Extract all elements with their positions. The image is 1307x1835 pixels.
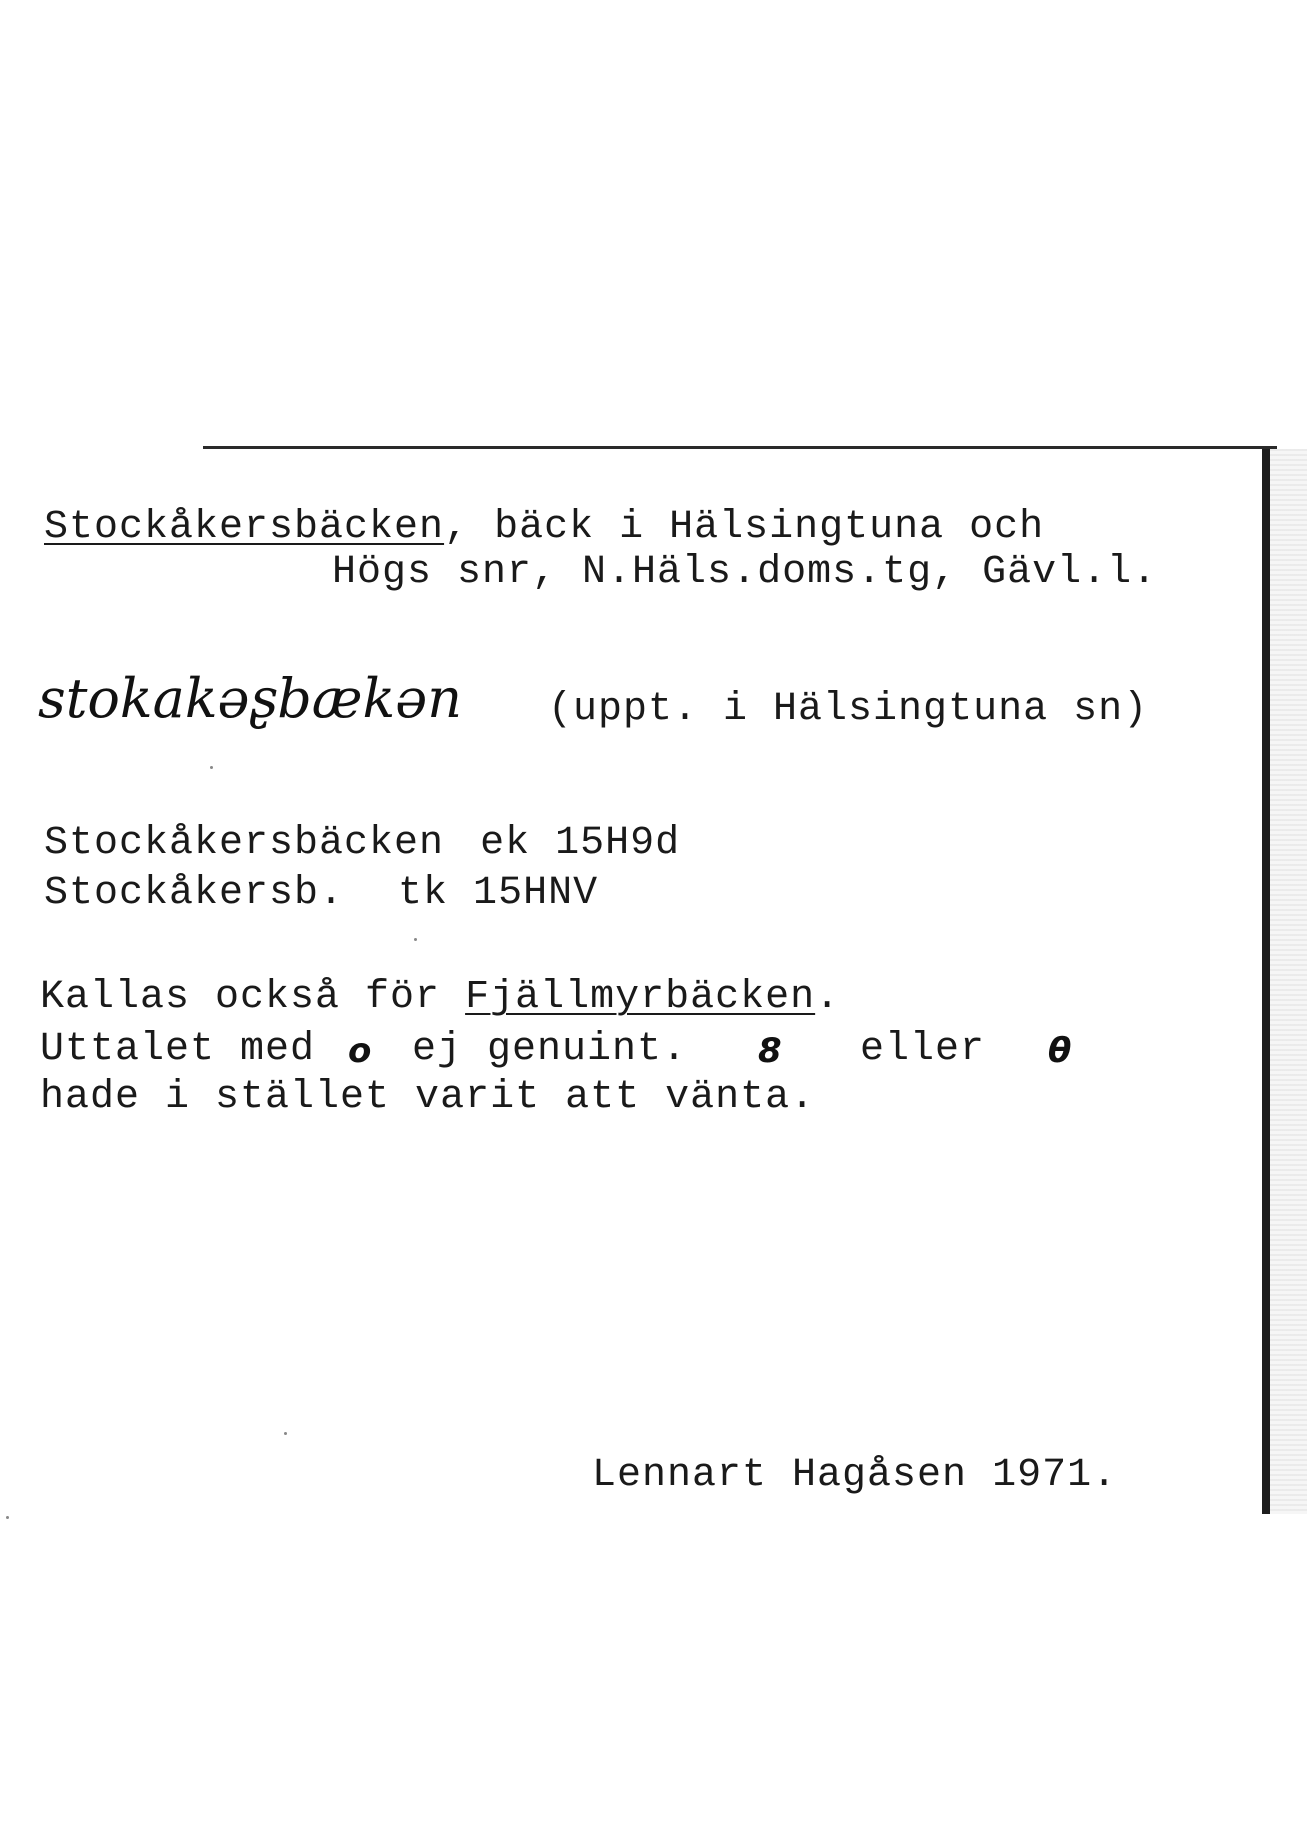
signature: Lennart Hagåsen 1971.: [592, 1453, 1118, 1498]
map-ref-row: [44, 821, 681, 866]
scan-speck: [414, 938, 417, 941]
remark-line-1: [40, 975, 841, 1020]
headword: Stockåkersbäcken: [44, 505, 445, 550]
symbol-o: o: [348, 1031, 372, 1071]
remark-suffix: .: [815, 975, 841, 1020]
map-ref-name: Stockåkersbäcken: [44, 821, 445, 866]
map-ref-name: Stockåkersb.: [44, 871, 345, 916]
scan-speck: [210, 766, 213, 769]
remark-line-2a: Uttalet med: [40, 1027, 316, 1072]
scan-speck: [6, 1516, 9, 1519]
remark-prefix: Kallas också för: [40, 975, 466, 1020]
alias-name: Fjällmyrbäcken: [465, 975, 816, 1020]
scan-speck: [284, 1432, 287, 1435]
headword-line: [44, 505, 1045, 550]
map-ref-row: [44, 871, 599, 916]
pronunciation-note: (uppt. i Hälsingtuna sn): [548, 687, 1149, 732]
card-top-edge: [203, 446, 1277, 449]
symbol-theta: θ: [1048, 1031, 1072, 1071]
remark-line-2b: ej genuint.: [412, 1027, 688, 1072]
map-ref-code: ek 15H9d: [480, 821, 681, 866]
map-ref-code: tk 15HNV: [398, 871, 599, 916]
card-scan-margin: [1270, 449, 1307, 1514]
card-right-edge: [1262, 449, 1270, 1514]
remark-line-2c: eller: [860, 1027, 986, 1072]
phonetic-transcription: stokakəʂbækən: [38, 667, 463, 730]
symbol-eight: 8: [758, 1031, 782, 1071]
remark-line-3: hade i stället varit att vänta.: [40, 1075, 816, 1120]
location-line: Högs snr, N.Häls.doms.tg, Gävl.l.: [332, 550, 1158, 595]
headword-description: , bäck i Hälsingtuna och: [444, 505, 1045, 550]
